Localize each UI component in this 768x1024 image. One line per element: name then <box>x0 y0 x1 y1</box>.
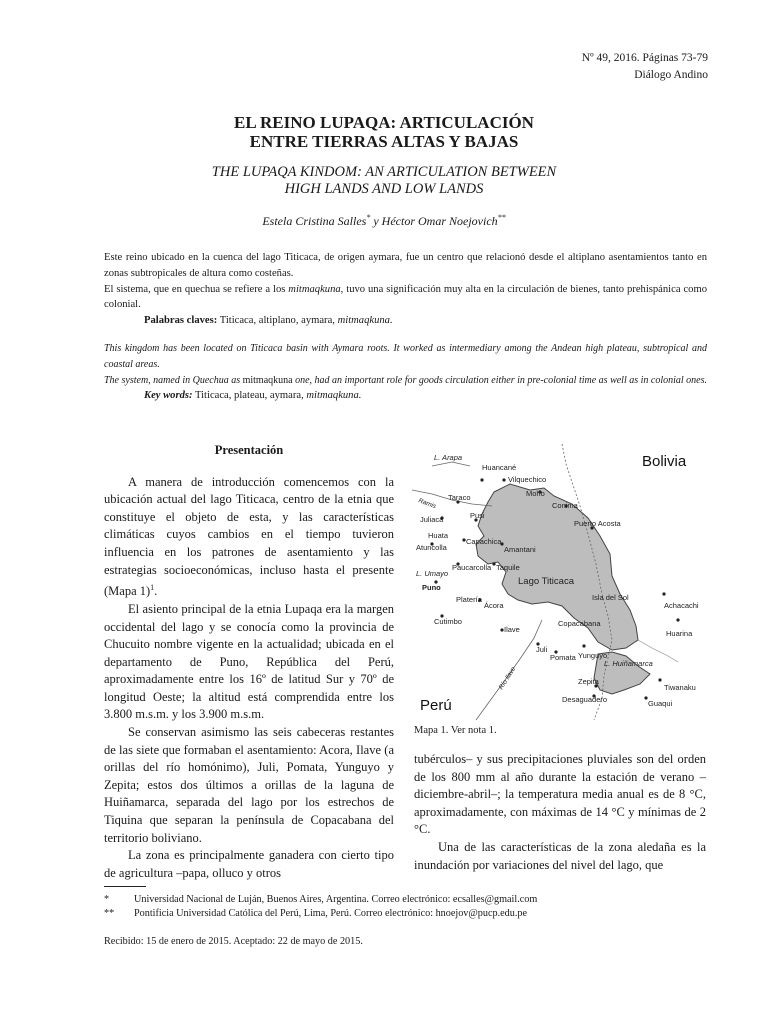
right-paragraph-2: Una de las características de la zona aledaña es la inundación por variaciones del nivel del lago, que <box>414 839 706 872</box>
map-caption: Mapa 1. Ver nota 1. <box>414 725 497 736</box>
label-cutimbo: Cutimbo <box>434 617 462 626</box>
abstract-es-p1: Este reino ubicado en la cuenca del lago Titicaca, de origen aymara, fue un centro que relacionó desde el altiplano asentamientos tanto en zonas subtropicales de altura como costeñas. <box>104 252 707 279</box>
section-title: Presentación <box>214 443 284 457</box>
title-line-2: ENTRE TIERRAS ALTAS Y BAJAS <box>249 132 519 151</box>
label-copacabana: Copacabana <box>558 619 601 628</box>
right-column <box>414 751 706 874</box>
keywords-es-text: Titicaca, altiplano, aymara, <box>217 315 338 327</box>
label-yunguyo: Yunguyo <box>578 651 608 660</box>
label-taquile: Taquile <box>496 563 520 572</box>
label-guaqui: Guaqui <box>648 699 673 708</box>
label-moho: Moho <box>526 489 545 498</box>
author-2: Héctor Omar Noejovich <box>381 214 498 228</box>
label-vilquechico: Vilquechico <box>508 475 547 484</box>
abstract-es-p2-a: El sistema, que en quechua se refiere a los <box>104 283 289 295</box>
running-header <box>582 50 708 84</box>
abstract-es-term: mitmaqkuna <box>288 283 341 295</box>
footnote-2-text: Pontificia Universidad Católica del Perú, Lima, Perú. Correo electrónico: hnoejov@pucp.edu.pe <box>134 908 527 919</box>
article-title <box>0 113 768 151</box>
label-juliaca: Juliaca <box>420 515 444 524</box>
keywords-en <box>104 388 707 404</box>
keywords-en-text: Titicaca, plateau, aymara, <box>192 390 307 402</box>
journal-name: Diálogo Andino <box>634 69 708 81</box>
abstract-spanish <box>104 250 707 329</box>
label-huarina: Huarina <box>666 629 693 638</box>
label-pomata: Pomata <box>550 653 576 662</box>
label-rio-ilave: Río Ilave <box>497 665 518 692</box>
abstract-en-p1: This kingdom has been located on Titicaca basin with Aymara roots. It worked as intermediary among the Andean high plateau, subtropical and coastal areas. <box>104 343 707 370</box>
paragraph-3: Se conservan asimismo las seis cabeceras restantes de las siete que formaban el asentamiento: Acora, Ilave (a orillas del río homónimo), Juli, Pomata, Yunguyo y Zepita; estos dos últimos a orillas de la laguna de Huiñamarca, separada del lago por los estrechos de Tiquina que separan la península de Copacabana del territorio boliviano. <box>104 725 394 845</box>
label-l-umayo: L. Umayo <box>416 569 449 578</box>
abstract-en-p2 <box>104 373 707 389</box>
keywords-es-label: Palabras claves: <box>144 315 218 327</box>
label-conima: Conima <box>552 501 578 510</box>
subtitle-line-1: THE LUPAQA KINDOM: AN ARTICULATION BETWEEN <box>211 164 557 180</box>
author-2-mark: ** <box>497 213 506 222</box>
label-capachica: Capachica <box>466 537 502 546</box>
abstract-es-p2-b: , tuvo una significación muy alta en la circulación de bienes, tanto prehispánica como colonial. <box>104 283 707 311</box>
footnote-1 <box>104 893 537 907</box>
label-l-arapa: L. Arapa <box>434 453 463 462</box>
label-lake: Lago Titicaca <box>518 576 574 587</box>
abstract-es-p2 <box>104 282 707 314</box>
keywords-es <box>104 313 707 329</box>
keywords-es-term: mitmaqkuna. <box>337 315 393 327</box>
paragraph-2: El asiento principal de la etnia Lupaqa era la margen occidental del lago y se conocía como la provincia de Chucuito nombre vigente en la actualidad; ubicada en el departamento de Puno, República del Perú, aproximadamente entre los 16º de latitud Sur y 70º de longitud Oeste; la altitud está comprendida entre los 3.800 m.s.m. y los 3.900 m.s.m. <box>104 601 394 722</box>
issue-info: Nº 49, 2016. Páginas 73-79 <box>581 52 708 64</box>
label-ilave: Ilave <box>504 625 520 634</box>
paragraph-1-end: . <box>154 584 158 599</box>
received-dates: Recibido: 15 de enero de 2015. Aceptado: 22 de mayo de 2015. <box>104 936 363 947</box>
label-tiwanaku: Tiwanaku <box>664 683 696 692</box>
label-ramis: Ramis <box>417 497 438 511</box>
label-huancane: Huancané <box>482 463 517 472</box>
author-1-mark: * <box>366 213 371 222</box>
subtitle-line-2: HIGH LANDS AND LOW LANDS <box>284 181 484 197</box>
label-acora: Ácora <box>484 601 504 610</box>
keywords-en-term: mitmaqkuna. <box>306 390 362 402</box>
paragraph-1-text: A manera de introducción comencemos con la ubicación actual del lago Titicaca, centro de la etnia que constituye el objeto de esta, y las características climáticas cuyos cambios en el tiempo tuvieron influencia en los patrones de asentamiento y las estrategias socioeconómicas, incluso hasta el presente (Mapa 1) <box>104 474 394 599</box>
label-paucarcolla: Paucarcolla <box>452 563 492 572</box>
footnote-rule <box>104 886 146 887</box>
right-paragraph-1: tubérculos– y sus precipitaciones pluviales son del orden de los 800 mm al año durante la estación de verano –diciembre-abril–; la temperatura media anual es de 8 °C, aproximadamente, con máximas de 14 °C y mínimas de 2 °C. <box>414 752 706 837</box>
title-line-1: EL REINO LUPAQA: ARTICULACIÓN <box>234 113 534 132</box>
abstract-en-p2-b: one, had an important role for goods circulation either in pre-colonial time as well as in colonial ones. <box>292 374 708 386</box>
label-achacachi: Achacachi <box>664 601 699 610</box>
label-puno: Puno <box>422 583 441 592</box>
label-l-huinamarca: L. Huiñamarca <box>604 659 653 668</box>
author-1: Estela Cristina Salles <box>262 214 367 228</box>
label-peru: Perú <box>420 697 452 714</box>
paragraph-1 <box>104 474 394 601</box>
abstract-english <box>104 341 707 404</box>
label-isla-del-sol: Isla del Sol <box>592 593 629 602</box>
left-column <box>104 442 394 882</box>
label-amantani: Amantani <box>504 545 536 554</box>
footnote-2-mark: ** <box>104 908 115 919</box>
footnote-1-text: Universidad Nacional de Luján, Buenos Aires, Argentina. Correo electrónico: ecsalles@gmail.com <box>134 894 538 905</box>
author-connector: y <box>370 214 382 228</box>
label-juli: Juli <box>536 645 548 654</box>
article-subtitle <box>0 164 768 198</box>
label-taraco: Taraco <box>448 493 471 502</box>
label-plateria: Platería <box>456 595 482 604</box>
paragraph-4: La zona es principalmente ganadera con cierto tipo de agricultura –papa, olluco y otros <box>104 848 394 880</box>
abstract-en-term: mitmaqkuna <box>242 374 293 386</box>
footnote-2 <box>104 907 527 921</box>
label-pusi: Pusi <box>470 511 485 520</box>
label-desaguadero: Desaguadero <box>562 695 608 704</box>
abstract-en-p2-a: The system, named in Quechua as <box>104 374 243 386</box>
authors <box>0 213 768 229</box>
note-ref-1: 1 <box>150 583 155 593</box>
label-puerto-acosta: Puerto Acosta <box>574 519 621 528</box>
label-bolivia: Bolivia <box>642 453 687 470</box>
label-zepita: Zepita <box>578 677 599 686</box>
label-atuncolla: Atuncolla <box>416 543 447 552</box>
footnote-1-mark: * <box>104 894 110 905</box>
keywords-en-label: Key words: <box>144 390 193 402</box>
label-huata: Huata <box>428 531 449 540</box>
lake-titicaca-map <box>412 444 712 720</box>
